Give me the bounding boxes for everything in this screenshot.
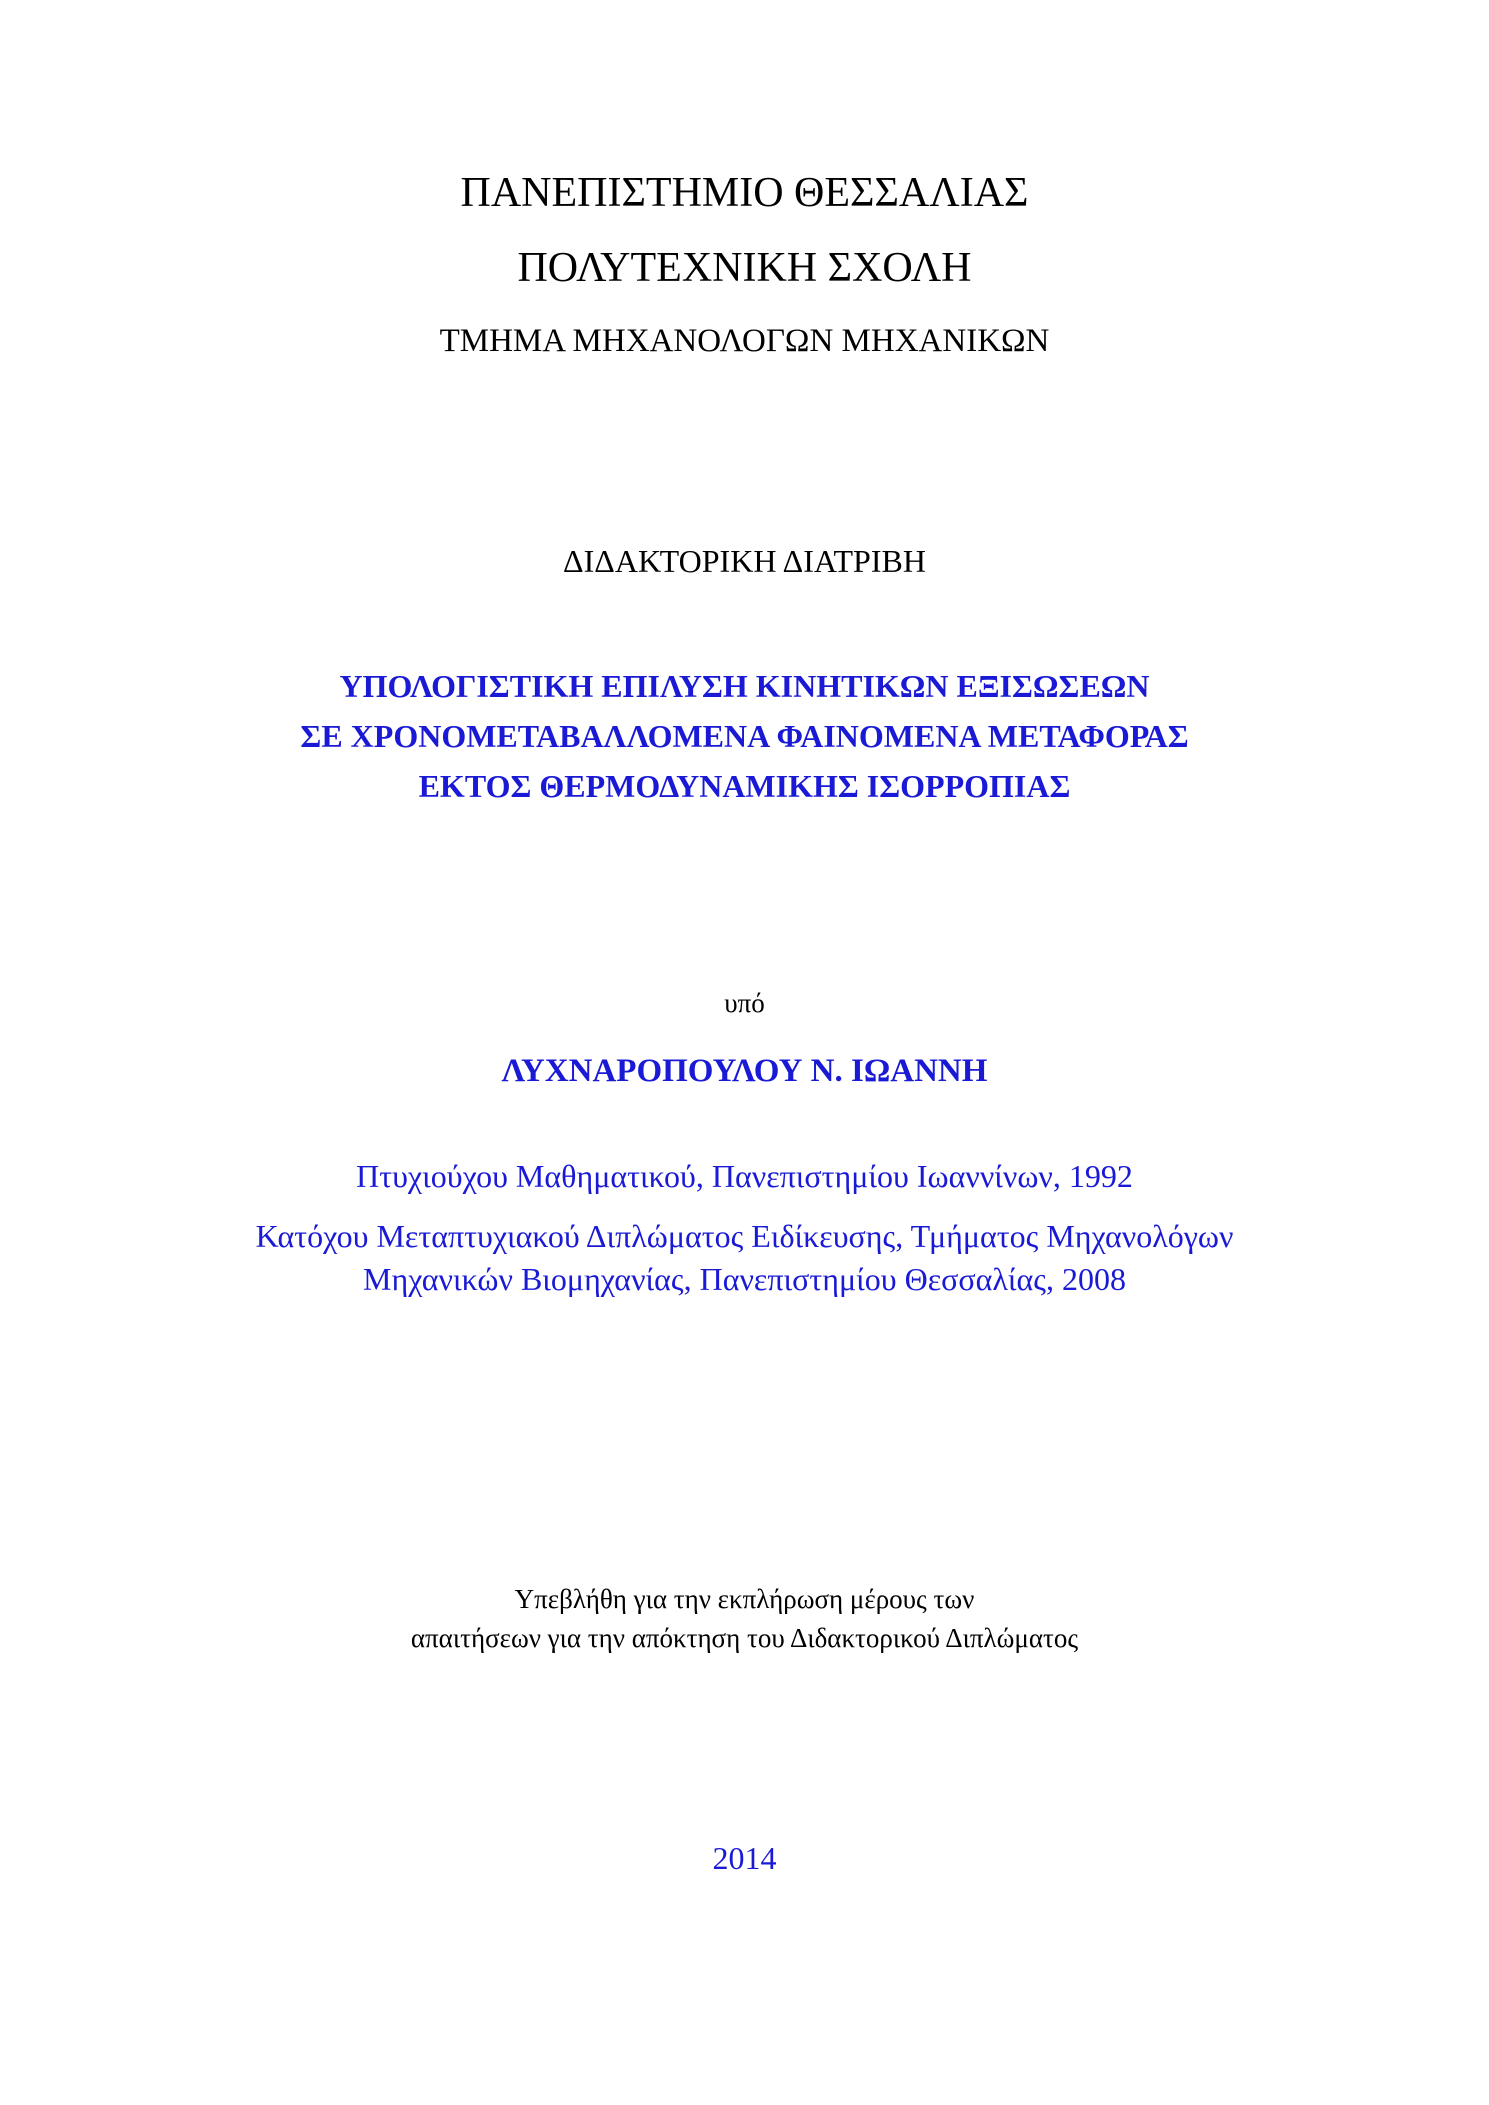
credential-line: Μηχανικών Βιομηχανίας, Πανεπιστημίου Θεσσαλίας, 2008 [363, 1261, 1126, 1297]
department-name: ΤΜΗΜΑ ΜΗΧΑΝΟΛΟΓΩΝ ΜΗΧΑΝΙΚΩΝ [439, 323, 1050, 359]
thesis-title-line: ΥΠΟΛΟΓΙΣΤΙΚΗ ΕΠΙΛΥΣΗ ΚΙΝΗΤΙΚΩΝ ΕΞΙΣΩΣΕΩΝ [339, 668, 1150, 704]
credential-line: Πτυχιούχου Μαθηματικού, Πανεπιστημίου Ιωαννίνων, 1992 [356, 1158, 1133, 1194]
thesis-title-line: ΣΕ ΧΡΟΝΟΜΕΤΑΒΑΛΛΟΜΕΝΑ ΦΑΙΝΟΜΕΝΑ ΜΕΤΑΦΟΡΑΣ [300, 718, 1189, 754]
by-label: υπό [724, 988, 765, 1018]
credential-line: Κατόχου Μεταπτυχιακού Διπλώματος Ειδίκευσης, Τμήματος Μηχανολόγων [255, 1218, 1234, 1254]
school-name: ΠΟΛΥΤΕΧΝΙΚΗ ΣΧΟΛΗ [517, 245, 972, 291]
submission-year: 2014 [712, 1840, 777, 1876]
submission-note-line: Υπεβλήθη για την εκπλήρωση μέρους των [514, 1584, 975, 1614]
thesis-title-line: ΕΚΤΟΣ ΘΕΡΜΟΔΥΝΑΜΙΚΗΣ ΙΣΟΡΡΟΠΙΑΣ [418, 768, 1071, 804]
document-type: ΔΙΔΑΚΤΟΡΙΚΗ ΔΙΑΤΡΙΒΗ [563, 543, 926, 579]
author-name: ΛΥΧΝΑΡΟΠΟΥΛΟΥ Ν. ΙΩΑΝΝΗ [501, 1053, 988, 1089]
submission-note-line: απαιτήσεων για την απόκτηση του Διδακτορικού Διπλώματος [410, 1623, 1079, 1653]
university-name: ΠΑΝΕΠΙΣΤΗΜΙΟ ΘΕΣΣΑΛΙΑΣ [460, 170, 1029, 216]
